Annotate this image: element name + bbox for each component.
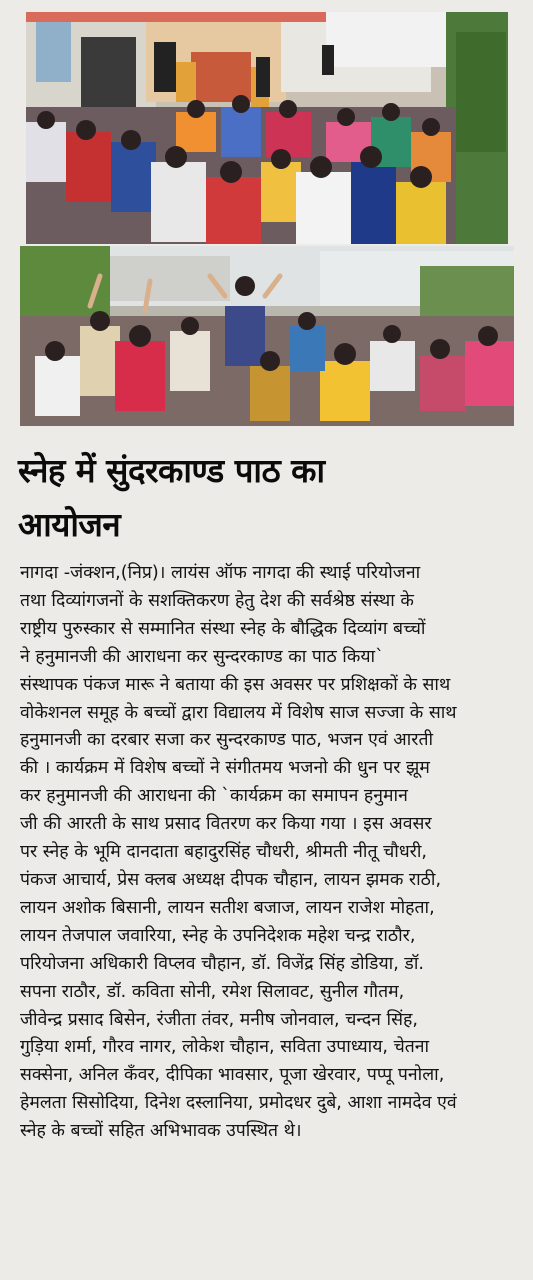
article-headline	[18, 444, 513, 552]
body-line: जीवेन्द्र प्रसाद बिसेन, रंजीता तंवर, मनीष जोनवाल, चन्दन सिंह,	[20, 1009, 418, 1030]
headline-line: स्नेह में सुंदरकाण्ड पाठ का	[18, 451, 325, 490]
body-line: पर स्नेह के भूमि दानदाता बहादुरसिंह चौधरी, श्रीमती नीतू चौधरी,	[20, 842, 427, 863]
body-line: राष्ट्रीय पुरुस्कार से सम्मानित संस्था स्नेह के बौद्धिक दिव्यांग बच्चों	[20, 618, 426, 639]
body-line: नागदा -जंक्शन,(निप्र)। लायंस ऑफ नागदा की स्थाई परियोजना	[20, 563, 421, 583]
body-line: परियोजना अधिकारी विप्लव चौहान, डॉ. विजेंद्र सिंह डोडिया, डॉ.	[20, 953, 424, 974]
event-photo-children-dancing	[20, 246, 514, 426]
body-line: जी की आरती के साथ प्रसाद वितरण कर किया गया । इस अवसर	[20, 814, 432, 835]
body-line: हेमलता सिसोदिया, दिनेश दस्लानिया, प्रमोदधर दुबे, आशा नामदेव एवं	[20, 1093, 457, 1114]
body-line: ने हनुमानजी की आराधना कर सुन्दरकाण्ड का पाठ किया`	[20, 646, 384, 667]
body-line: सपना राठौर, डॉ. कविता सोनी, रमेश सिलावट, सुनील गौतम,	[20, 981, 405, 1002]
body-line: कर हनुमानजी की आराधना की `कार्यक्रम का समापन हनुमान	[20, 786, 408, 807]
body-line: पंकज आचार्य, प्रेस क्लब अध्यक्ष दीपक चौहान, लायन झमक राठी,	[20, 869, 442, 890]
body-line: की । कार्यक्रम में विशेष बच्चों ने संगीतमय भजनो की धुन पर झूम	[20, 758, 430, 779]
headline-line: आयोजन	[18, 505, 121, 544]
body-line: लायन अशोक बिसानी, लायन सतीश बजाज, लायन राजेश मोहता,	[20, 897, 435, 918]
body-line: संस्थापक पंकज मारू ने बताया की इस अवसर पर प्रशिक्षकों के साथ	[20, 674, 451, 695]
body-line: वोकेशनल समूह के बच्चों द्वारा विद्यालय में विशेष साज सज्जा के साथ	[20, 702, 457, 723]
body-line: गुड़िया शर्मा, गौरव नागर, लोकेश चौहान, सविता उपाध्याय, चेतना	[20, 1037, 430, 1058]
body-line: हनुमानजी का दरबार सजा कर सुन्दरकाण्ड पाठ, भजन एवं आरती	[20, 730, 434, 751]
body-line: लायन तेजपाल जवारिया, स्नेह के उपनिदेशक महेश चन्द्र राठौर,	[20, 925, 416, 946]
article-body	[20, 560, 518, 1146]
body-line: तथा दिव्यांगजनों के सशक्तिकरण हेतु देश की सर्वश्रेष्ठ संस्था के	[20, 590, 414, 611]
body-line: सक्सेना, अनिल कँवर, दीपिका भावसार, पूजा खेरवार, पप्पू पनोला,	[20, 1065, 445, 1086]
event-photo-gathering	[26, 12, 508, 244]
body-line: स्नेह के बच्चों सहित अभिभावक उपस्थित थे।	[20, 1121, 302, 1142]
